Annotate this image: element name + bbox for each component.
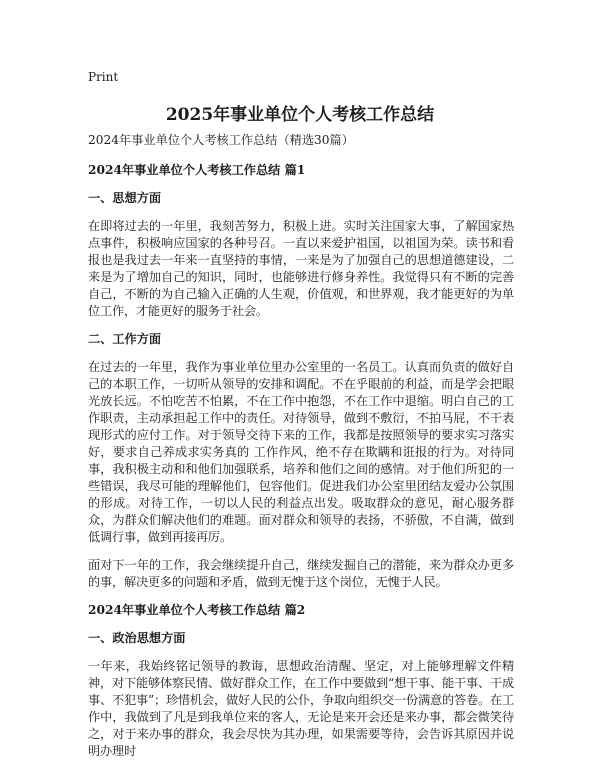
section-heading: 一、政治思想方面	[88, 631, 186, 645]
section-title: 2024年事业单位个人考核工作总结 篇1	[88, 163, 306, 177]
document-subtitle: 2024年事业单位个人考核工作总结（精选30篇）	[88, 133, 354, 147]
paragraph: 在过去的一年里，我作为事业单位里办公室里的一名员工。认真而负责的做好自己的本职工作，一切听从领导的安排和调配。不在乎眼前的利益，而是学会把眼光放长远。不怕吃苦不怕累，不在工作中抱怨，不在工作中退缩。明白自己的工作职责，主动承担起工作中的责任。对待领导，做到不敷衍，不拍马屁，不干表现形式的应付工作。对于领导交待下来的工作，我都是按照领导的要求实习落实好，要求自己养成求实务真的 工作作风，绝不存在欺瞒和诳报的行为。对待同事，我积极主动和和他们加强联系，培养和他们之间的感情。对于他们所犯的一些错误，我尽可能的理解他们，包容他们。促进我们办公室里团结友爱办公氛围的形成。对待工作，一切以人民的利益点出发。吸取群众的意见，耐心服务群众，为群众们解决他们的难题。面对群众和领导的表扬，不骄傲，不自满，做到低调行事，做到再接再厉。	[88, 360, 514, 544]
section-heading: 一、思想方面	[88, 191, 162, 205]
section-heading: 二、工作方面	[88, 332, 162, 346]
paragraph: 一年来，我始终铭记领导的教诲，思想政治清醒、坚定，对上能够理解文件精神，对下能够体察民情、做好群众工作，在工作中要做到“想干事、能干事、干成事、不犯事”；珍惜机会，做好人民的公仆，争取向组织交一份满意的答卷。在工作中，我做到了凡是到我单位来的客人，无论是来开会还是来办事，都会微笑待之，对于来办事的群众，我会尽快为其办理，如果需要等待，会告诉其原因并说明办理时	[88, 659, 514, 758]
section-2	[88, 602, 514, 760]
section-1	[88, 162, 514, 591]
page-title: 2025年事业单位个人考核工作总结	[165, 105, 435, 125]
print-link[interactable]: Print	[88, 70, 119, 84]
paragraph: 面对下一年的工作，我会继续提升自己，继续发掘自己的潜能，来为群众办更多的事，解决更多的问题和矛盾，做到无愧于这个岗位，无愧于人民。	[88, 558, 514, 589]
document-body	[88, 132, 514, 771]
paragraph: 在即将过去的一年里，我刻苦努力，积极上进。实时关注国家大事，了解国家热点事件，积极响应国家的各种号召。一直以来爱护祖国，以祖国为荣。读书和看报也是我过去一年来一直坚持的事情，一来是为了加强自己的思想道德建设，二来是为了增加自己的知识，同时，也能够进行修身养性。我觉得只有不断的完善自己，不断的为自己输入正确的人生观，价值观，和世界观，我才能更好的为单位工作，才能更好的服务于社会。	[88, 219, 514, 318]
section-title: 2024年事业单位个人考核工作总结 篇2	[88, 603, 306, 617]
